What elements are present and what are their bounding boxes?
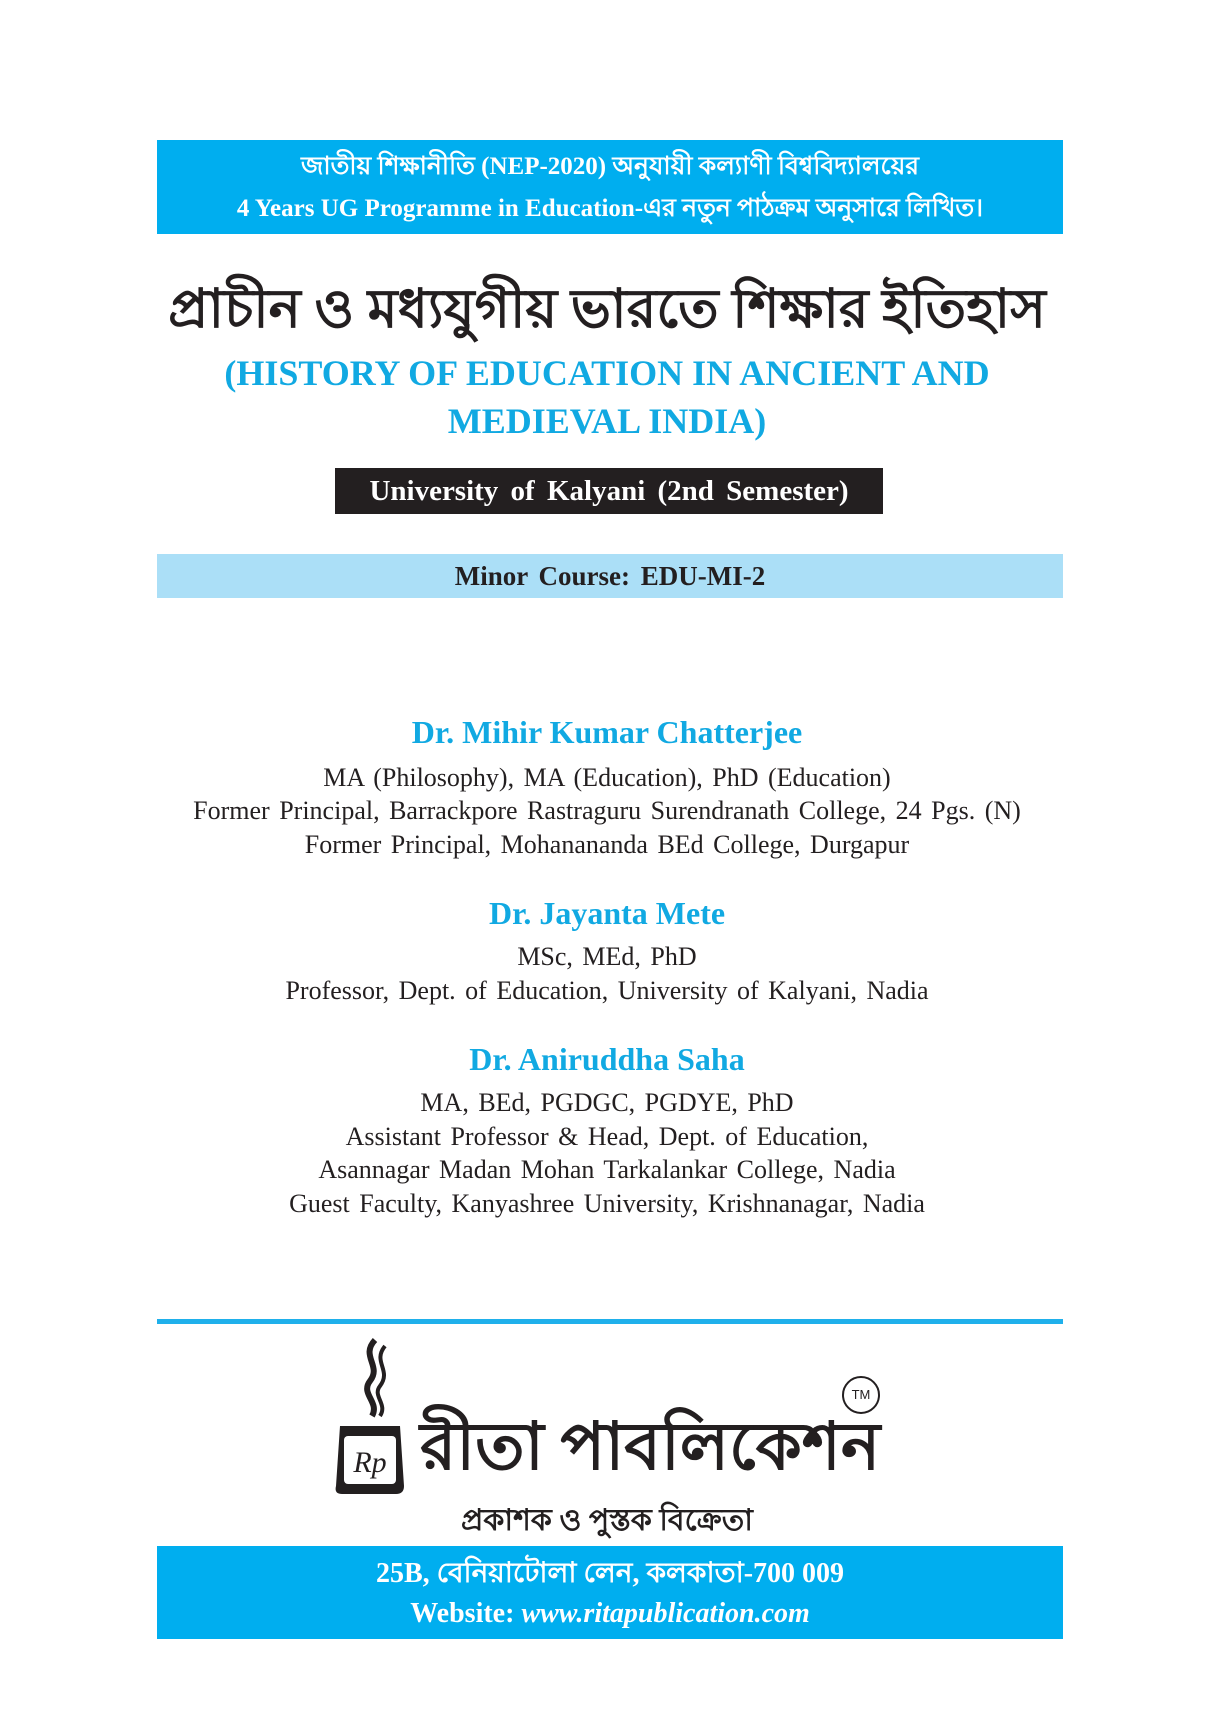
- author-name: Dr. Mihir Kumar Chatterjee: [411, 714, 803, 750]
- author-credential: Former Principal, Mohanananda BEd College, Durgapur: [304, 830, 910, 859]
- author-credential: MA, BEd, PGDGC, PGDYE, PhD: [420, 1088, 794, 1117]
- author-credential: Guest Faculty, Kanyashree University, Krishnanagar, Nadia: [289, 1189, 925, 1218]
- svg-text:Rp: Rp: [353, 1446, 387, 1479]
- author-credential: Asannagar Madan Mohan Tarkalankar College, Nadia: [318, 1155, 896, 1184]
- publisher-logo: [330, 1336, 890, 1496]
- author-credential: Professor, Dept. of Education, University of Kalyani, Nadia: [285, 976, 929, 1005]
- author-credential: MA (Philosophy), MA (Education), PhD (Education): [323, 763, 891, 792]
- title-english-line-1: (HISTORY OF EDUCATION IN ANCIENT AND: [224, 353, 990, 393]
- publisher-tagline: প্রকাশক ও পুস্তক বিক্রেতা: [461, 1504, 753, 1537]
- semester-label: University of Kalyani (2nd Semester): [335, 468, 883, 514]
- title-bengali: প্রাচীন ও মধ্যযুগীয় ভারতে শিক্ষার ইতিহাস: [168, 279, 1046, 339]
- bottom-banner: [157, 1546, 1063, 1639]
- publisher-address: 25B, বেনিয়াটোলা লেন, কলকাতা-700 009: [375, 1558, 845, 1589]
- author-credential: Former Principal, Barrackpore Rastraguru Surendranath College, 24 Pgs. (N): [193, 796, 1021, 825]
- banner-line-2: 4 Years UG Programme in Education-এর নতুন পাঠক্রম অনুসারে লিখিত।: [236, 195, 984, 222]
- website-line: [157, 1594, 1063, 1634]
- course-label: Minor Course: EDU-MI-2: [157, 554, 1063, 598]
- banner-line-1: জাতীয় শিক্ষানীতি (NEP-2020) অনুযায়ী কল্যাণী বিশ্ববিদ্যালয়ের: [300, 153, 920, 180]
- author-credential: Assistant Professor & Head, Dept. of Education,: [345, 1122, 869, 1151]
- top-banner: [157, 140, 1063, 234]
- website-link[interactable]: www.ritapublication.com: [521, 1598, 810, 1629]
- author-name: Dr. Aniruddha Saha: [469, 1041, 745, 1077]
- divider-rule: [157, 1319, 1063, 1324]
- publisher-name: রীতা পাবলিকেশন: [420, 1411, 881, 1484]
- title-english-line-2: MEDIEVAL INDIA): [447, 401, 767, 441]
- trademark-symbol: TM: [842, 1376, 880, 1414]
- website-label: Website:: [410, 1598, 515, 1629]
- author-credential: MSc, MEd, PhD: [517, 942, 697, 971]
- author-name: Dr. Jayanta Mete: [488, 895, 726, 931]
